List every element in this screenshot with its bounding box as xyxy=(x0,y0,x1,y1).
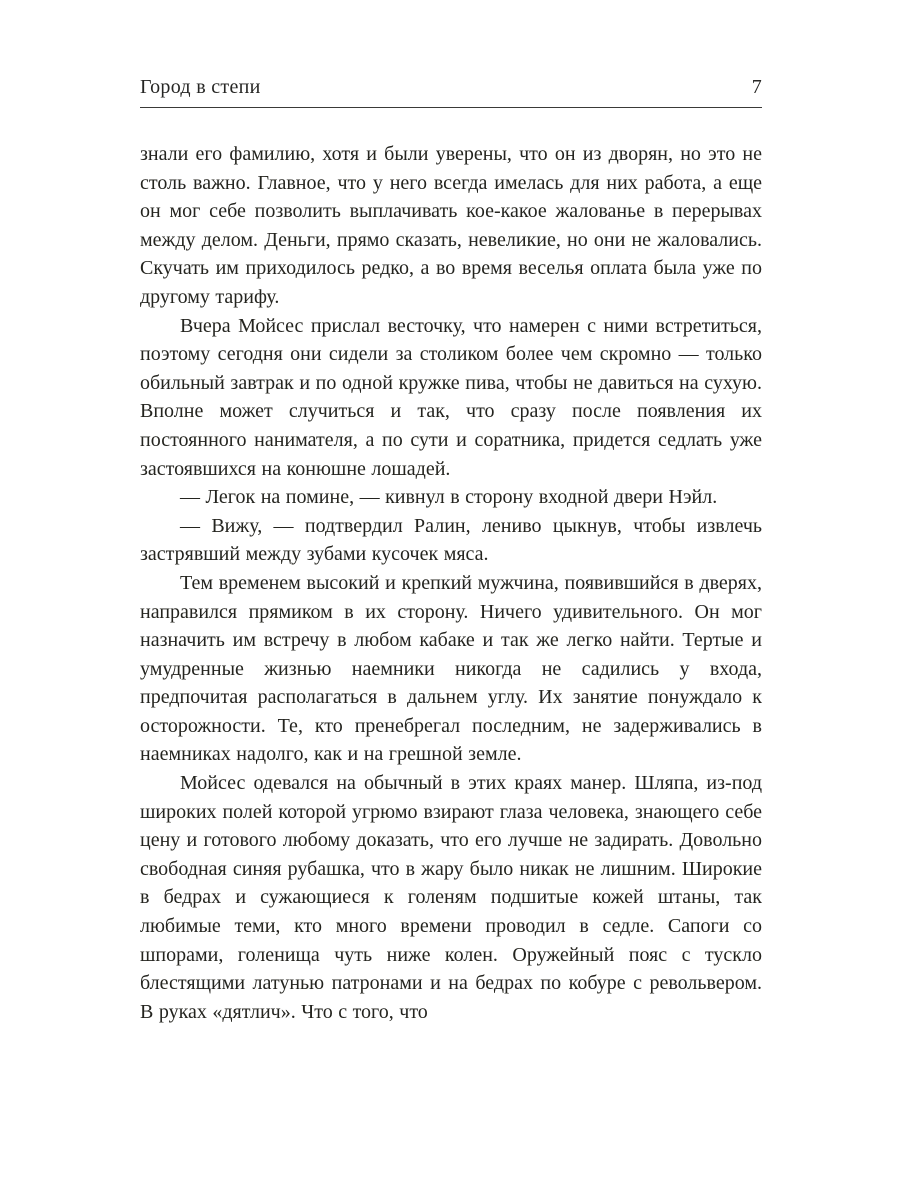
header-rule xyxy=(140,107,762,108)
paragraph-dialogue: — Вижу, — подтвердил Ралин, лениво цыкнув, чтобы извлечь застрявший между зубами кусочек мяса. xyxy=(140,514,762,566)
book-page xyxy=(140,0,762,1026)
running-head-title: Город в степи xyxy=(140,76,261,98)
page-number: 7 xyxy=(751,76,762,98)
paragraph: Тем временем высокий и крепкий мужчина, появившийся в дверях, направился прямиком в их сторону. Ничего удивительного. Он мог назначить им встречу в любом кабаке и так же легко найти. Тертые и умудренные жизнью наемники никогда не садились у входа, предпочитая располагаться в дальнем углу. Их занятие понуждало к осторожности. Те, кто пренебрегал последним, не задерживались в наемниках надолго, как и на грешной земле. xyxy=(140,571,762,766)
paragraph: знали его фамилию, хотя и были уверены, что он из дворян, но это не столь важно. Главное, что у него всегда имелась для них работа, а еще он мог себе позволить выплачивать кое-какое жалованье в перерывах между делом. Деньги, прямо сказать, невеликие, но они не жаловались. Скучать им приходилось редко, а во время веселья оплата была уже по другому тарифу. xyxy=(140,143,762,308)
paragraph: Мойсес одевался на обычный в этих краях манер. Шляпа, из-под широких полей которой угрюмо взирают глаза человека, знающего себе цену и готового любому доказать, что его лучше не задирать. Довольно свободная синяя рубашка, что в жару было никак не лишним. Широкие в бедрах и сужающиеся к голеням подшитые кожей штаны, так любимые теми, кто много времени проводил в седле. Сапоги со шпорами, голенища чуть ниже колен. Оружейный пояс с тускло блестящими латунью патронами и на бедрах по кобуре с револьвером. В руках «дятлич». Что с того, что xyxy=(140,772,762,1023)
paragraph: Вчера Мойсес прислал весточку, что намерен с ними встретиться, поэтому сегодня они сидели за столиком более чем скромно — только обильный завтрак и по одной кружке пива, чтобы не давиться на сухую. Вполне может случиться и так, что сразу после появления их постоянного нанимателя, а по сути и соратника, придется седлать уже застоявшихся на конюшне лошадей. xyxy=(140,314,762,480)
paragraph-dialogue: — Легок на помине, — кивнул в сторону входной двери Нэйл. xyxy=(180,486,718,509)
body-text xyxy=(140,140,762,1026)
running-head xyxy=(140,0,762,99)
